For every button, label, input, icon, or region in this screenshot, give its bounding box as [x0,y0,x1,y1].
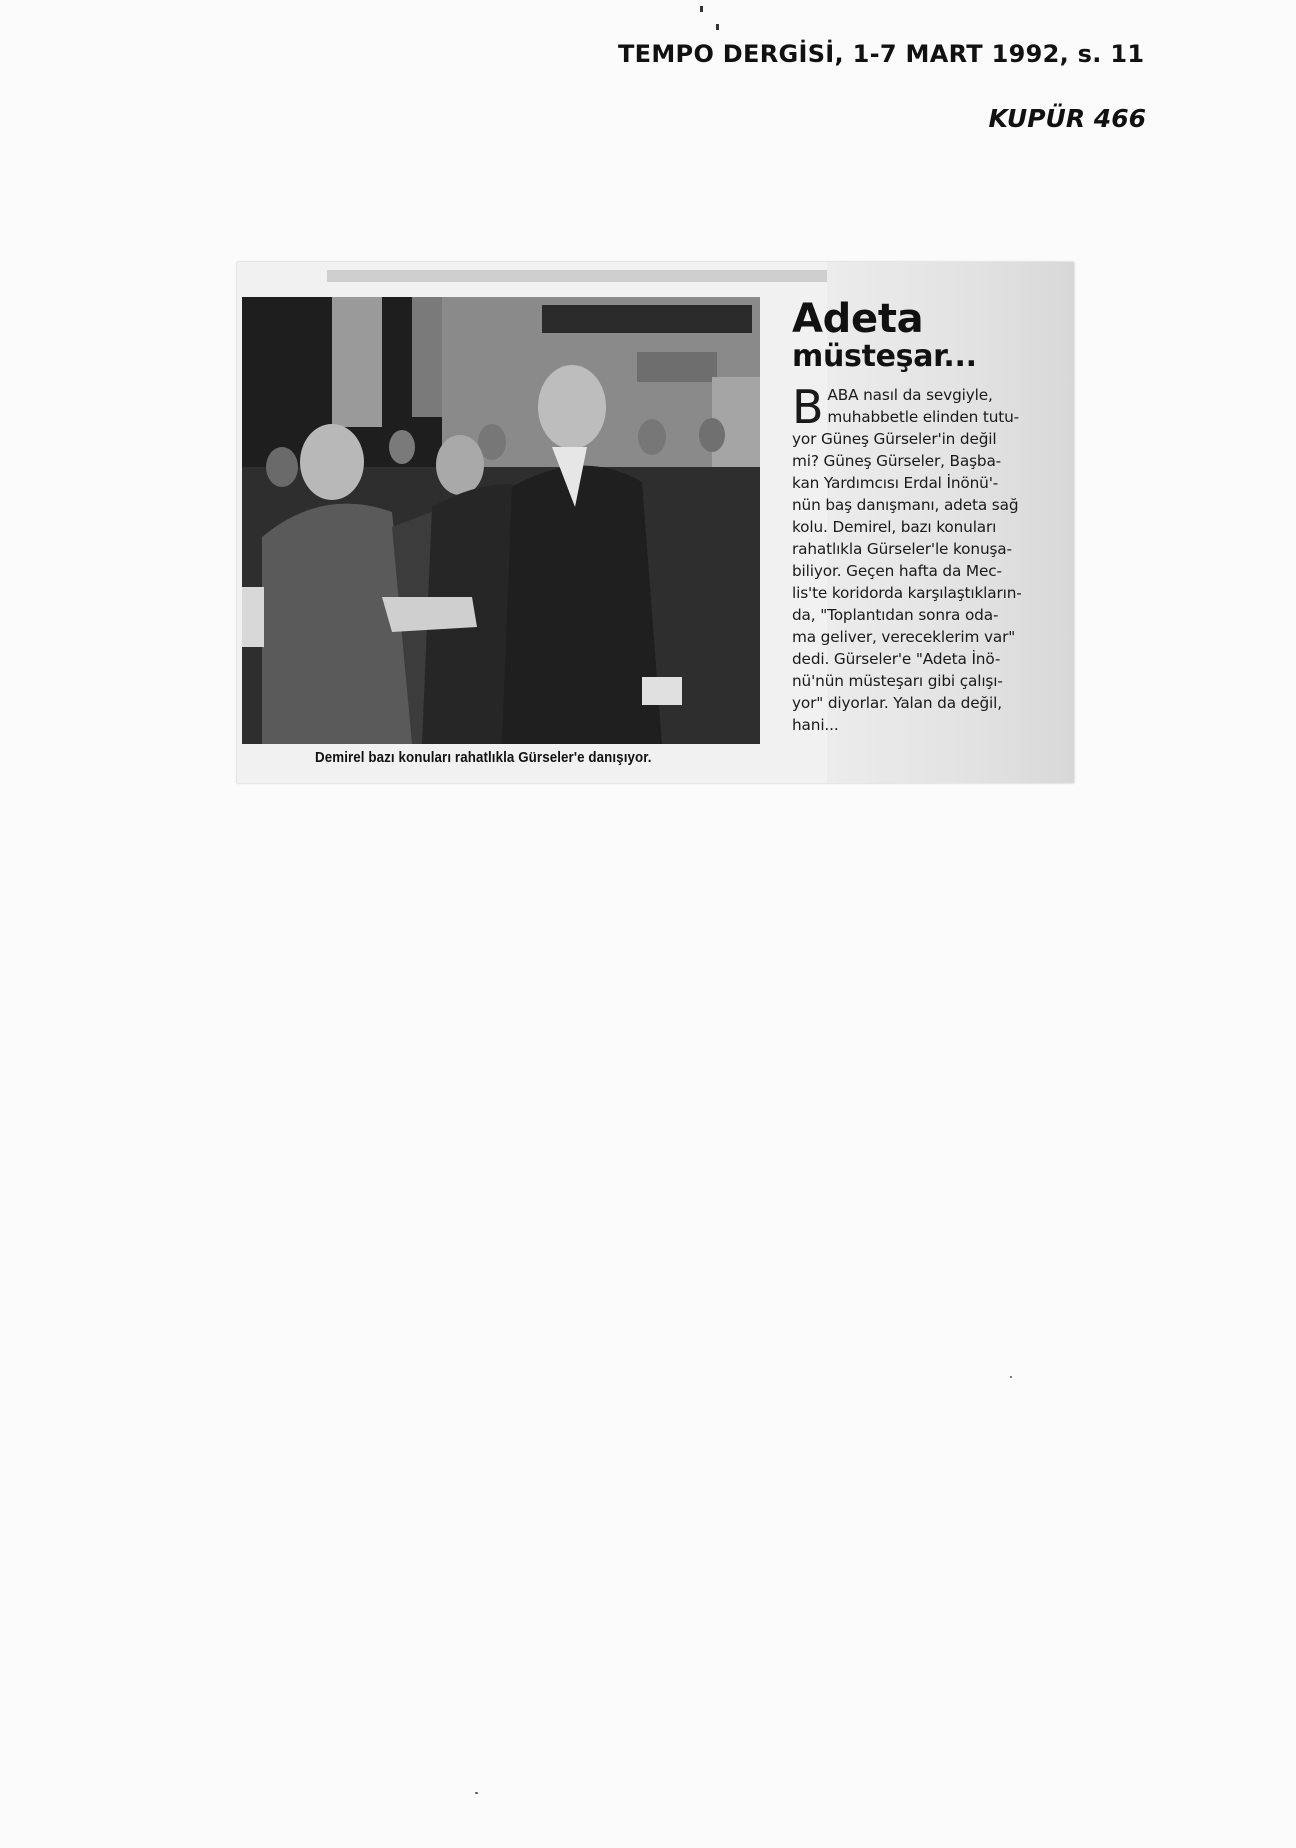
body-line: rahatlıkla Gürseler'le konuşa- [792,540,1012,558]
news-photo [242,297,760,744]
body-line: da, "Toplantıdan sonra oda- [792,606,999,624]
body-line: nü'nün müsteşarı gibi çalışı- [792,672,1003,690]
body-line: ma geliver, vereceklerim var" [792,628,1016,646]
body-line: dedi. Gürseler'e "Adeta İnö- [792,650,1001,668]
body-line: hani... [792,716,839,734]
photo-caption: Demirel bazı konuları rahatlıkla Gürseler'e danışıyor. [315,750,652,766]
article-body [792,380,1054,736]
body-line: kan Yardımcısı Erdal İnönü'- [792,474,999,492]
body-line: yor" diyorlar. Yalan da değil, [792,694,1002,712]
body-line: yor Güneş Gürseler'in değil [792,430,997,448]
body-line: mi? Güneş Gürseler, Başba- [792,452,1002,470]
source-citation: TEMPO DERGİSİ, 1-7 MART 1992, s. 11 [618,40,1145,68]
body-line: kolu. Demirel, bazı konuları [792,518,997,536]
body-line: biliyor. Geçen hafta da Mec- [792,562,1002,580]
article-headline [792,296,1054,374]
headline-line-2: müsteşar... [792,339,977,374]
scan-speck [475,1792,478,1794]
scan-mark [716,24,719,30]
body-line: ABA nasıl da sevgiyle, [827,386,993,404]
scan-mark [700,6,703,12]
scan-speck [1010,1376,1012,1378]
headline-line-1: Adeta [792,296,924,342]
body-line: muhabbetle elinden tutu- [827,408,1020,426]
body-line: lis'te koridorda karşılaştıkların- [792,584,1022,602]
reverse-side-bleed [267,262,827,290]
article-column [792,296,1054,736]
body-line: nün baş danışmanı, adeta sağ [792,496,1019,514]
photo-illustration [242,297,760,744]
newspaper-clipping [237,262,1074,783]
clipping-code: KUPÜR 466 [988,104,1146,133]
drop-cap: B [792,380,824,434]
